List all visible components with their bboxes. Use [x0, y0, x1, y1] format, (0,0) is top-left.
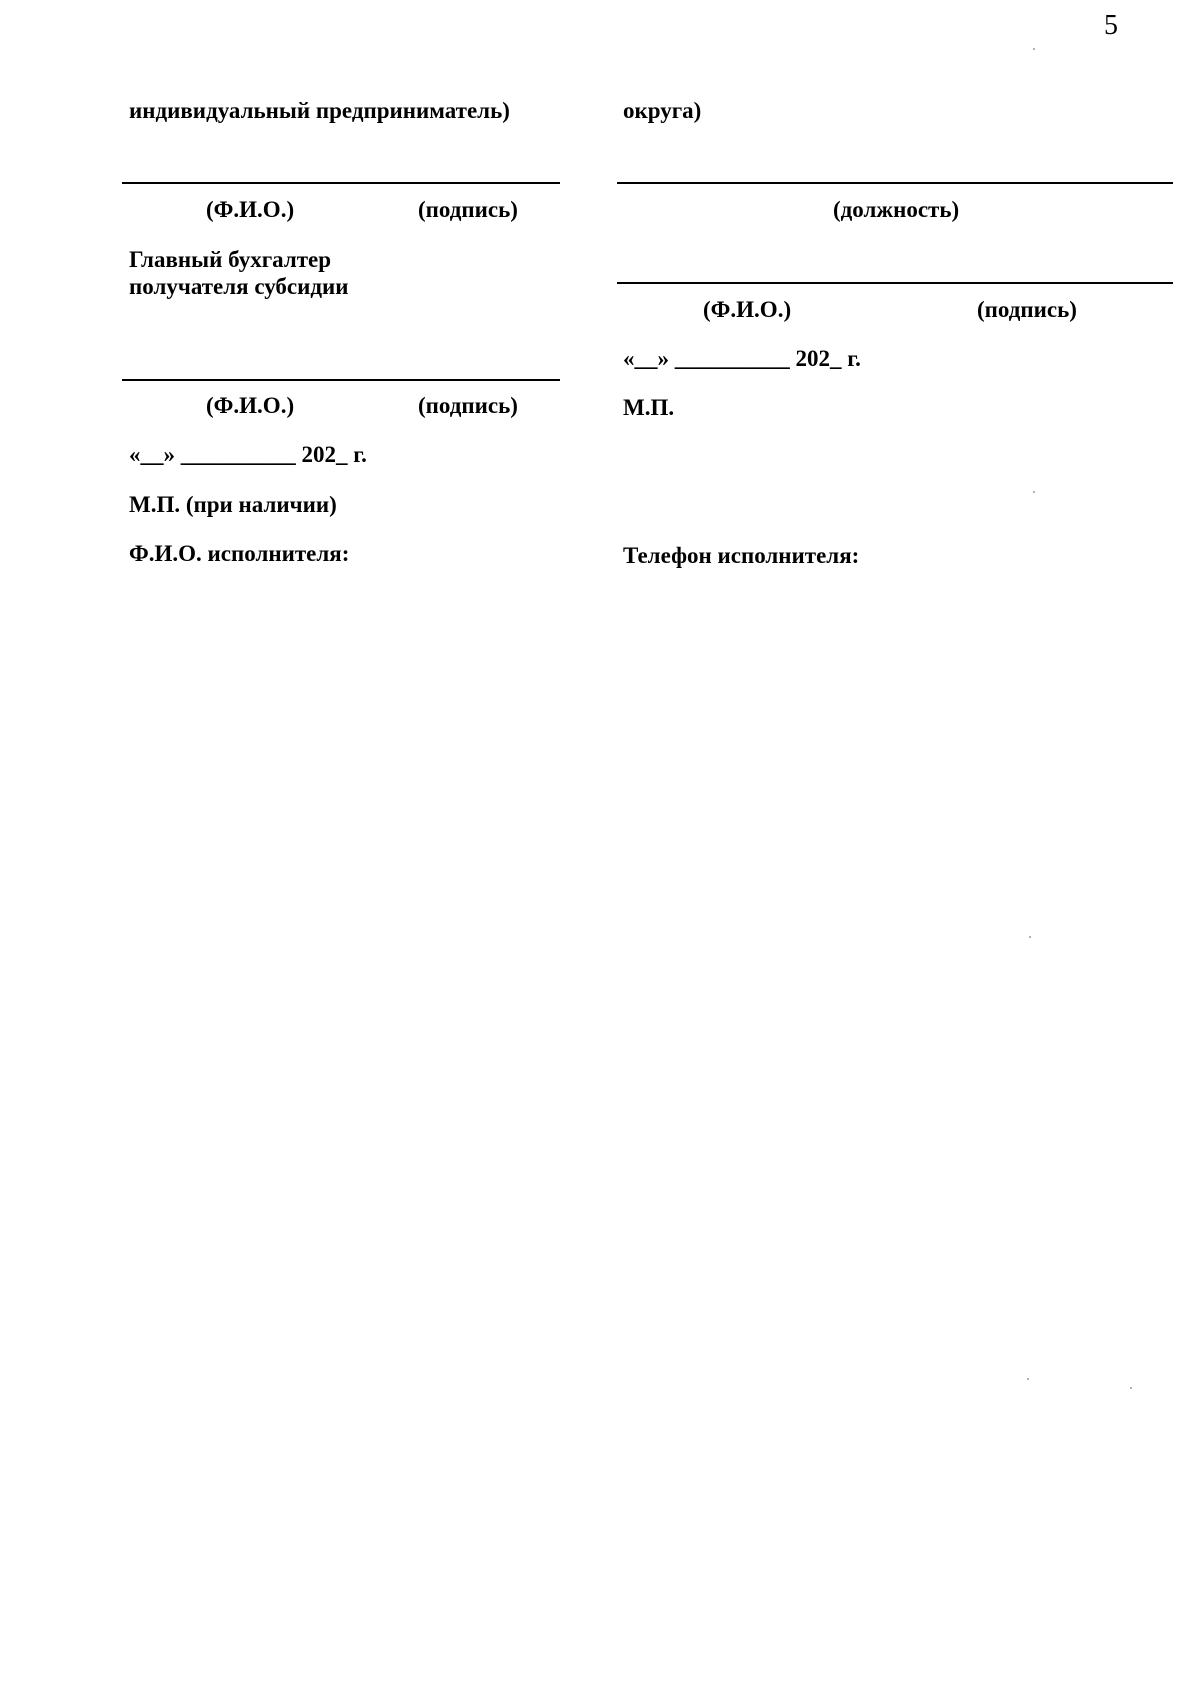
right-signature-line [617, 282, 1173, 284]
left-stamp-label: М.П. (при наличии) [129, 492, 337, 517]
accountant-title-line-1: Главный бухгалтер [129, 247, 332, 272]
right-stamp-label: М.П. [623, 395, 675, 420]
executor-phone-label: Телефон исполнителя: [623, 543, 860, 568]
scan-speck [1029, 936, 1031, 938]
accountant-title-line-2: получателя субсидии [129, 274, 349, 299]
scan-speck [1027, 1378, 1029, 1380]
left-fio-label-1: (Ф.И.О.) [206, 197, 295, 222]
right-date-line: «__» __________ 202_ г. [623, 346, 861, 371]
left-sign-label-1: (подпись) [418, 197, 518, 222]
right-position-line [617, 182, 1173, 184]
left-signature-line-1 [122, 182, 560, 184]
left-top-text: индивидуальный предприниматель) [129, 98, 510, 123]
left-sign-label-2: (подпись) [418, 393, 518, 418]
right-fio-label: (Ф.И.О.) [703, 297, 792, 322]
scan-speck [1033, 491, 1035, 493]
left-date-line: «__» __________ 202_ г. [129, 442, 367, 467]
scan-speck [1130, 1387, 1132, 1389]
executor-name-label: Ф.И.О. исполнителя: [129, 541, 350, 566]
left-signature-line-2 [122, 379, 560, 381]
right-top-text: округа) [623, 98, 702, 123]
page-number: 5 [1104, 10, 1118, 41]
left-fio-label-2: (Ф.И.О.) [206, 393, 295, 418]
position-label: (должность) [833, 197, 960, 222]
scan-speck [1033, 48, 1035, 50]
right-sign-label: (подпись) [977, 297, 1077, 322]
